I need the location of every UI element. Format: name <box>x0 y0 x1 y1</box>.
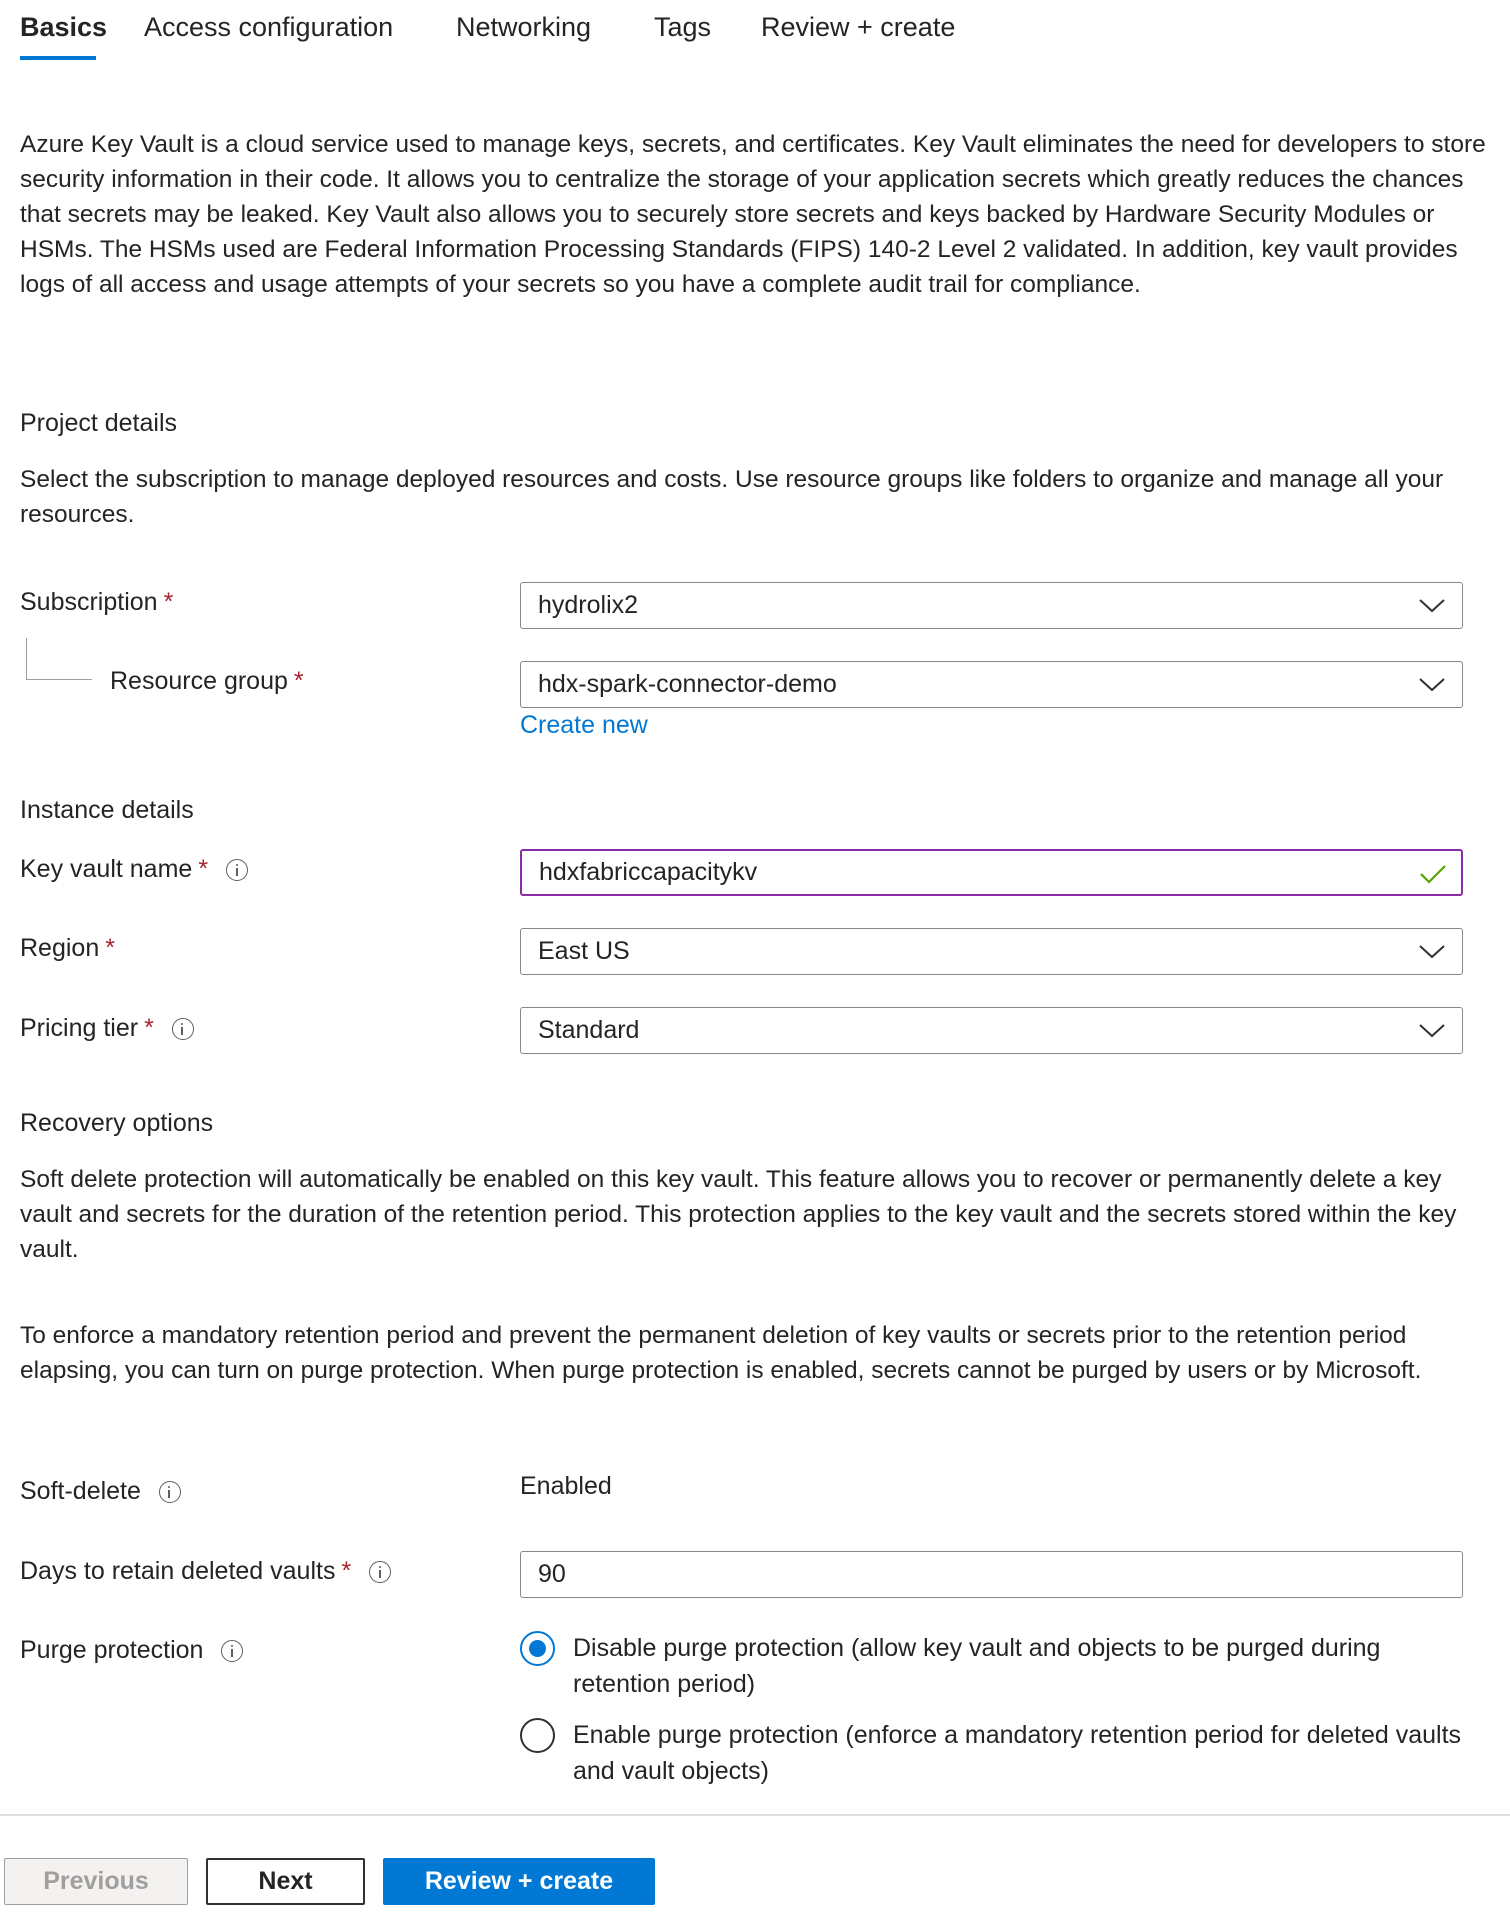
tab-review-create[interactable]: Review + create <box>761 12 956 42</box>
key-vault-name-input[interactable] <box>520 849 1463 896</box>
days-to-retain-label <box>20 1557 391 1586</box>
chevron-down-icon <box>1418 595 1446 615</box>
checkmark-icon <box>1419 863 1447 885</box>
resource-group-label <box>110 667 304 696</box>
footer-divider <box>0 1814 1510 1816</box>
subscription-label <box>20 588 173 617</box>
recovery-options-heading: Recovery options <box>20 1109 214 1137</box>
next-button[interactable]: Next <box>206 1858 365 1905</box>
region-dropdown[interactable] <box>520 928 1463 975</box>
purge-protection-label <box>20 1636 243 1665</box>
chevron-down-icon <box>1418 1020 1446 1040</box>
disable-purge-protection-label: Disable purge protection (allow key vault and objects to be purged during retention period) <box>573 1634 1381 1698</box>
days-to-retain-input[interactable] <box>520 1551 1463 1598</box>
purge-protection-description: To enforce a mandatory retention period and prevent the permanent deletion of key vaults or secrets prior to the retention period elapsing, you can turn on purge protection. When purge protection is enabled, secrets cannot be purged by users or by Microsoft. <box>20 1322 1422 1384</box>
info-icon[interactable] <box>172 1018 194 1040</box>
subscription-value: hydrolix2 <box>538 591 639 619</box>
previous-button[interactable]: Previous <box>4 1858 188 1905</box>
info-icon[interactable] <box>226 859 248 881</box>
pricing-tier-dropdown[interactable] <box>520 1007 1463 1054</box>
intro-description: Azure Key Vault is a cloud service used to manage keys, secrets, and certificates. Key Vault eliminates the need for developers to store security information in their code. It allows you to centralize the storage of your application secrets which greatly reduces the chances that secrets may be leaked. Key Vault also allows you to securely store secrets and keys backed by Hardware Security Modules or HSMs. The HSMs used are Federal Information Processing Standards (FIPS) 140-2 Level 2 validated. In addition, key vault provides logs of all access and usage attempts of your secrets so you have a complete audit trail for compliance. <box>20 131 1486 298</box>
required-asterisk: * <box>144 1014 154 1042</box>
pricing-tier-value: Standard <box>538 1016 640 1044</box>
resource-group-label-text: Resource group <box>110 667 288 695</box>
project-details-description: Select the subscription to manage deployed resources and costs. Use resource groups like folders to organize and manage all your resources. <box>20 466 1444 528</box>
instance-details-heading: Instance details <box>20 796 194 824</box>
resource-group-dropdown[interactable] <box>520 661 1463 708</box>
tab-access-configuration[interactable]: Access configuration <box>144 12 394 42</box>
info-icon[interactable] <box>221 1640 243 1662</box>
required-asterisk: * <box>163 588 174 616</box>
soft-delete-description: Soft delete protection will automatically be enabled on this key vault. This feature allows you to recover or permanently delete a key vault and secrets for the duration of the retention period. This protection applies to the key vault and the secrets stored within the key vault. <box>20 1166 1457 1263</box>
active-tab-indicator <box>20 56 96 60</box>
required-asterisk: * <box>105 934 115 962</box>
subscription-label-text: Subscription <box>20 588 158 616</box>
required-asterisk: * <box>198 855 209 883</box>
info-icon[interactable] <box>159 1481 181 1503</box>
soft-delete-label <box>20 1477 181 1506</box>
chevron-down-icon <box>1418 941 1446 961</box>
disable-purge-protection-option[interactable] <box>520 1631 1470 1702</box>
region-label <box>20 934 115 963</box>
days-to-retain-label-text: Days to retain deleted vaults <box>20 1557 336 1585</box>
pricing-tier-label <box>20 1014 194 1043</box>
key-vault-name-value: hdxfabriccapacitykv <box>539 858 758 886</box>
resource-group-value: hdx-spark-connector-demo <box>538 670 837 698</box>
project-details-heading: Project details <box>20 409 178 437</box>
pricing-tier-label-text: Pricing tier <box>20 1014 139 1042</box>
soft-delete-value: Enabled <box>520 1472 612 1500</box>
required-asterisk: * <box>293 667 304 695</box>
soft-delete-label-text: Soft-delete <box>20 1477 141 1505</box>
subscription-dropdown[interactable] <box>520 582 1463 629</box>
radio-selected[interactable] <box>520 1631 555 1666</box>
chevron-down-icon <box>1418 674 1446 694</box>
enable-purge-protection-option[interactable] <box>520 1718 1470 1789</box>
tab-bar <box>20 8 1500 64</box>
region-value: East US <box>538 937 630 965</box>
days-to-retain-value: 90 <box>538 1560 566 1588</box>
region-label-text: Region <box>20 934 100 962</box>
review-create-button[interactable]: Review + create <box>383 1858 655 1905</box>
enable-purge-protection-label: Enable purge protection (enforce a mandatory retention period for deleted vaults and vault objects) <box>573 1721 1462 1785</box>
create-new-resource-group-link[interactable]: Create new <box>520 711 648 739</box>
required-asterisk: * <box>341 1557 352 1585</box>
key-vault-name-label-text: Key vault name <box>20 855 193 883</box>
hierarchy-connector <box>26 638 92 680</box>
radio-unselected[interactable] <box>520 1718 555 1753</box>
tab-networking[interactable]: Networking <box>456 12 592 42</box>
info-icon[interactable] <box>369 1561 391 1583</box>
tab-tags[interactable]: Tags <box>654 12 712 42</box>
tab-basics[interactable]: Basics <box>20 12 108 42</box>
purge-protection-label-text: Purge protection <box>20 1636 204 1664</box>
key-vault-name-label <box>20 855 248 884</box>
